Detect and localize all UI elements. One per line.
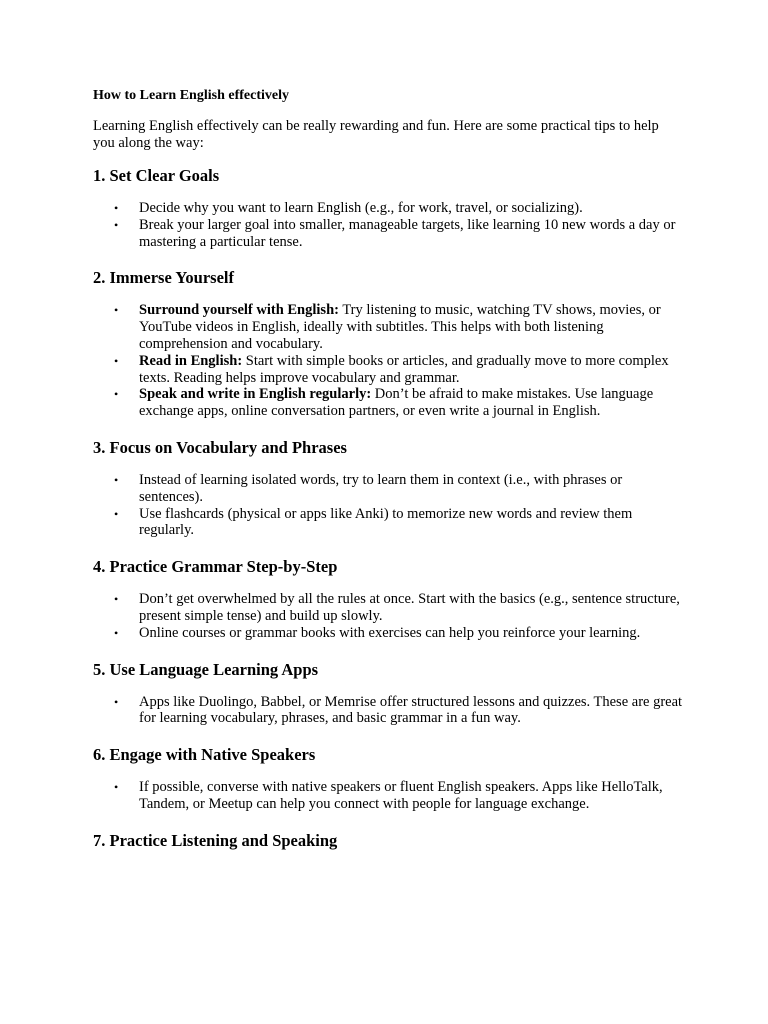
list-item bbox=[93, 217, 683, 251]
bullet-icon: • bbox=[114, 592, 119, 607]
tip-list bbox=[93, 779, 683, 813]
section-heading: 4. Practice Grammar Step-by-Step bbox=[93, 557, 338, 577]
tip-list bbox=[93, 694, 683, 728]
list-item-text: Use flashcards (physical or apps like Anki) to memorize new words and review them regularly. bbox=[139, 505, 633, 539]
list-item bbox=[93, 302, 683, 352]
list-item bbox=[93, 694, 683, 728]
list-item bbox=[93, 591, 683, 625]
list-item-text: Start with simple books or articles, and gradually move to more complex texts. Reading helps improve vocabulary and grammar. bbox=[139, 352, 669, 386]
tip-list bbox=[93, 302, 683, 420]
bullet-icon: • bbox=[114, 217, 119, 232]
tip-list bbox=[93, 472, 683, 539]
list-item-text: Break your larger goal into smaller, manageable targets, like learning 10 new words a day or mastering a particular tense. bbox=[139, 216, 676, 250]
section-heading: 6. Engage with Native Speakers bbox=[93, 745, 316, 765]
bullet-icon: • bbox=[114, 387, 119, 402]
list-item-lead: Read in English: bbox=[139, 352, 243, 369]
document-page bbox=[93, 86, 683, 865]
section-heading: 2. Immerse Yourself bbox=[93, 268, 234, 288]
bullet-icon: • bbox=[114, 353, 119, 368]
bullet-icon: • bbox=[114, 694, 119, 709]
list-item-text: Online courses or grammar books with exercises can help you reinforce your learning. bbox=[139, 624, 641, 641]
section-heading: 7. Practice Listening and Speaking bbox=[93, 830, 338, 850]
bullet-icon: • bbox=[114, 201, 119, 215]
bullet-icon: • bbox=[114, 472, 119, 487]
list-item-text: Apps like Duolingo, Babbel, or Memrise offer structured lessons and quizzes. These are great for learning vocabulary, phrases, and basic grammar in a fun way. bbox=[139, 693, 683, 727]
section-heading: 5. Use Language Learning Apps bbox=[93, 659, 319, 679]
document-title: How to Learn English effectively bbox=[93, 88, 289, 103]
tip-list bbox=[93, 200, 683, 250]
section-heading: 3. Focus on Vocabulary and Phrases bbox=[93, 437, 347, 457]
list-item-text: Decide why you want to learn English (e.g., for work, travel, or socializing). bbox=[139, 200, 583, 216]
list-item bbox=[93, 779, 683, 813]
bullet-icon: • bbox=[114, 506, 119, 521]
list-item bbox=[93, 472, 683, 506]
list-item-lead: Speak and write in English regularly: bbox=[139, 386, 372, 403]
bullet-icon: • bbox=[114, 303, 119, 318]
intro-paragraph: Learning English effectively can be really rewarding and fun. Here are some practical tips to help you along the way: bbox=[93, 118, 659, 151]
list-item bbox=[93, 386, 683, 420]
bullet-icon: • bbox=[114, 780, 119, 795]
list-item-text: Don’t be afraid to make mistakes. Use language exchange apps, online conversation partners, or even write a journal in English. bbox=[139, 386, 654, 420]
list-item bbox=[93, 506, 683, 540]
list-item bbox=[93, 353, 683, 387]
list-item-text: Try listening to music, watching TV shows, movies, or YouTube videos in English, ideally with subtitles. This helps with both listening comprehension and vocabulary. bbox=[139, 302, 661, 352]
section-heading: 1. Set Clear Goals bbox=[93, 166, 220, 185]
list-item-text: Don’t get overwhelmed by all the rules at once. Start with the basics (e.g., sentence structure, present simple tense) and build up slowly. bbox=[139, 591, 680, 624]
list-item-text: Instead of learning isolated words, try to learn them in context (i.e., with phrases or sentences). bbox=[139, 471, 623, 505]
list-item bbox=[93, 200, 683, 217]
list-item-lead: Surround yourself with English: bbox=[139, 302, 339, 319]
tip-list bbox=[93, 591, 683, 641]
sections-container bbox=[93, 166, 683, 851]
list-item-text: If possible, converse with native speakers or fluent English speakers. Apps like HelloTalk, Tandem, or Meetup can help you connect with people for language exchange. bbox=[139, 779, 663, 812]
bullet-icon: • bbox=[114, 625, 119, 640]
list-item bbox=[93, 625, 683, 642]
